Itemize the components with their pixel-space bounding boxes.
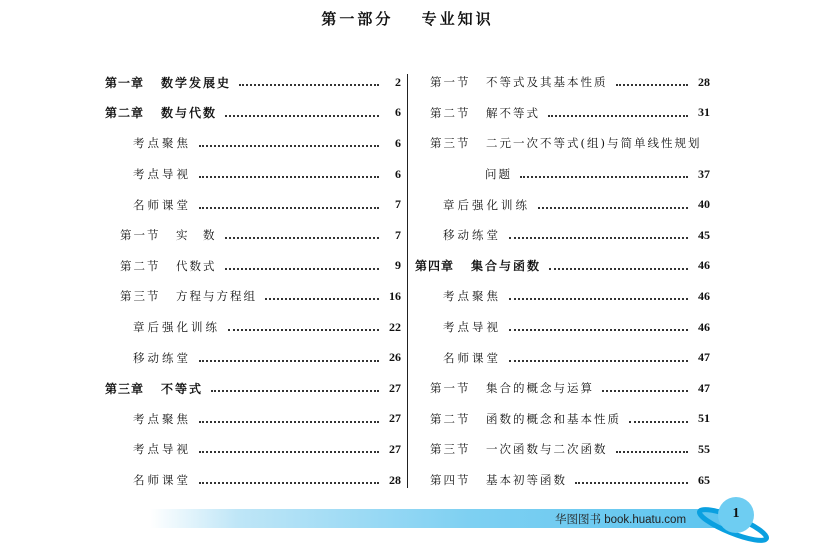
entry-number: 第二节 xyxy=(430,105,471,120)
part-title: 专业知识 xyxy=(421,10,494,28)
dot-leader xyxy=(629,421,688,423)
dot-leader xyxy=(616,451,689,453)
toc-entry[interactable] xyxy=(105,128,401,159)
entry-page: 47 xyxy=(698,350,710,365)
dot-leader xyxy=(509,329,688,331)
entry-number: 第三节 xyxy=(430,136,471,151)
toc-entry[interactable] xyxy=(105,404,401,435)
entry-page: 31 xyxy=(698,105,710,120)
entry-page: 46 xyxy=(698,288,710,303)
toc-entry[interactable] xyxy=(415,434,710,465)
column-divider xyxy=(407,74,408,488)
entry-number: 第三章 xyxy=(105,381,145,396)
dot-leader xyxy=(538,207,688,209)
entry-page: 27 xyxy=(389,411,401,426)
entry-title: 章后强化训练 xyxy=(443,197,530,212)
entry-page: 7 xyxy=(395,227,401,242)
dot-leader xyxy=(265,298,379,300)
toc-entry[interactable] xyxy=(105,434,401,465)
toc-entry[interactable] xyxy=(105,312,401,343)
entry-page: 46 xyxy=(698,258,710,273)
dot-leader xyxy=(239,84,379,86)
entry-title: 基本初等函数 xyxy=(486,473,567,488)
entry-number: 第二节 xyxy=(430,411,471,426)
toc-entry[interactable] xyxy=(105,67,401,98)
entry-title: 考点聚焦 xyxy=(443,289,501,304)
toc-entry[interactable] xyxy=(105,373,401,404)
toc-entry[interactable] xyxy=(415,189,710,220)
toc-entry[interactable] xyxy=(105,189,401,220)
dot-leader xyxy=(199,451,379,453)
entry-title: 数学发展史 xyxy=(161,75,232,90)
toc-entry[interactable] xyxy=(105,342,401,373)
entry-number: 第四章 xyxy=(415,259,455,274)
dot-leader xyxy=(602,390,688,392)
toc-right-column xyxy=(415,67,710,495)
entry-page: 45 xyxy=(698,227,710,242)
dot-leader xyxy=(509,360,688,362)
toc-entry[interactable] xyxy=(105,251,401,282)
entry-page: 26 xyxy=(389,350,401,365)
entry-page: 2 xyxy=(395,74,401,89)
dot-leader xyxy=(509,298,688,300)
entry-page: 28 xyxy=(389,472,401,487)
dot-leader xyxy=(228,329,379,331)
dot-leader xyxy=(509,237,688,239)
entry-title: 实 数 xyxy=(176,228,217,243)
toc-entry[interactable] xyxy=(415,128,710,159)
entry-title: 二元一次不等式(组)与简单线性规划 xyxy=(486,136,702,151)
entry-title: 一次函数与二次函数 xyxy=(486,442,608,457)
entry-title: 集合与函数 xyxy=(471,259,542,274)
dot-leader xyxy=(225,268,380,270)
entry-number: 第三节 xyxy=(430,442,471,457)
publisher-text: 华图图书 book.huatu.com xyxy=(555,514,687,526)
toc-entry[interactable] xyxy=(415,220,710,251)
toc-entry[interactable] xyxy=(105,220,401,251)
toc-entry[interactable] xyxy=(415,251,710,282)
dot-leader xyxy=(225,115,379,117)
toc-entry[interactable] xyxy=(415,159,710,190)
entry-title: 移动练堂 xyxy=(133,350,191,365)
entry-number: 第三节 xyxy=(120,289,161,304)
entry-page: 6 xyxy=(395,135,401,150)
entry-number: 第一章 xyxy=(105,75,145,90)
page-number-badge: 1 xyxy=(718,497,754,533)
dot-leader xyxy=(225,237,380,239)
entry-title: 函数的概念和基本性质 xyxy=(486,411,621,426)
part-label: 第一部分 xyxy=(321,10,394,28)
entry-title: 集合的概念与运算 xyxy=(486,381,594,396)
entry-number: 第一节 xyxy=(430,75,471,90)
entry-title: 考点导视 xyxy=(443,320,501,335)
entry-page: 6 xyxy=(395,166,401,181)
toc-entry[interactable] xyxy=(415,342,710,373)
entry-page: 28 xyxy=(698,74,710,89)
dot-leader xyxy=(199,421,379,423)
toc-entry[interactable] xyxy=(105,281,401,312)
dot-leader xyxy=(199,360,379,362)
entry-page: 22 xyxy=(389,319,401,334)
entry-title: 问题 xyxy=(485,167,512,182)
dot-leader xyxy=(199,176,379,178)
entry-number: 第四节 xyxy=(430,473,471,488)
toc-entry[interactable] xyxy=(415,281,710,312)
dot-leader xyxy=(549,268,688,270)
entry-number: 第一节 xyxy=(430,381,471,396)
toc-entry[interactable] xyxy=(415,465,710,496)
entry-title: 代数式 xyxy=(176,258,217,273)
toc-left-column xyxy=(105,67,401,495)
entry-title: 解不等式 xyxy=(486,105,540,120)
dot-leader xyxy=(616,84,689,86)
entry-title: 不等式及其基本性质 xyxy=(486,75,608,90)
entry-page: 65 xyxy=(698,472,710,487)
entry-title: 考点导视 xyxy=(133,442,191,457)
entry-page: 40 xyxy=(698,197,710,212)
entry-title: 名师课堂 xyxy=(133,473,191,488)
toc-entry[interactable] xyxy=(105,159,401,190)
entry-title: 移动练堂 xyxy=(443,228,501,243)
entry-page: 55 xyxy=(698,441,710,456)
toc-entry[interactable] xyxy=(415,312,710,343)
toc-entry[interactable] xyxy=(415,373,710,404)
entry-page: 27 xyxy=(389,441,401,456)
dot-leader xyxy=(548,115,688,117)
entry-number: 第二节 xyxy=(120,258,161,273)
toc-entry[interactable] xyxy=(105,465,401,496)
dot-leader xyxy=(575,482,688,484)
entry-page: 46 xyxy=(698,319,710,334)
toc-entry[interactable] xyxy=(105,98,401,129)
dot-leader xyxy=(199,207,379,209)
entry-page: 27 xyxy=(389,380,401,395)
entry-title: 名师课堂 xyxy=(133,197,191,212)
dot-leader xyxy=(211,390,379,392)
entry-page: 9 xyxy=(395,258,401,273)
entry-title: 考点聚焦 xyxy=(133,411,191,426)
entry-title: 考点导视 xyxy=(133,167,191,182)
dot-leader xyxy=(199,482,379,484)
entry-title: 章后强化训练 xyxy=(133,320,220,335)
dot-leader xyxy=(199,145,379,147)
entry-title: 方程与方程组 xyxy=(176,289,257,304)
entry-page: 37 xyxy=(698,166,710,181)
entry-title: 数与代数 xyxy=(161,106,218,121)
entry-number: 第二章 xyxy=(105,106,145,121)
entry-title: 考点聚焦 xyxy=(133,136,191,151)
entry-page: 47 xyxy=(698,380,710,395)
entry-page: 6 xyxy=(395,105,401,120)
entry-page: 16 xyxy=(389,288,401,303)
toc-entry[interactable] xyxy=(415,98,710,129)
entry-number: 第一节 xyxy=(120,228,161,243)
entry-page: 7 xyxy=(395,197,401,212)
entry-title: 名师课堂 xyxy=(443,350,501,365)
toc-entry[interactable] xyxy=(415,67,710,98)
entry-page: 51 xyxy=(698,411,710,426)
entry-title: 不等式 xyxy=(161,381,204,396)
toc-entry[interactable] xyxy=(415,404,710,435)
dot-leader xyxy=(520,176,688,178)
page-title xyxy=(0,8,815,29)
